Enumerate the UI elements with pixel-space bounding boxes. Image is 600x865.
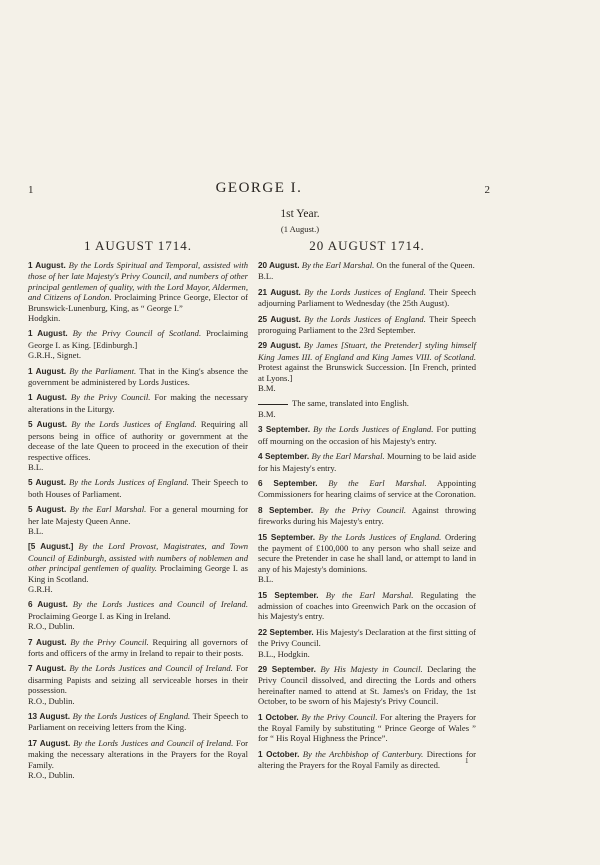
entry-source: R.O., Dublin. — [28, 770, 75, 781]
entry-source: B.L., Hodgkin. — [258, 648, 310, 659]
proclamation-entry — [28, 599, 248, 631]
entry-text: Protest against the Brunswick Succession. [In French, printed at Lyons.] — [258, 362, 476, 383]
entry-authority: By the Lords Justices and Council of Ireland. — [73, 737, 234, 748]
proclamation-entry — [258, 590, 476, 622]
entry-authority: By the Lord Provost, Magistrates, and Town Council of Edinburgh, assisted with numbers of noblemen and other principal gentlemen of quality. — [28, 541, 248, 574]
proclamation-entry — [258, 664, 476, 707]
proclamation-entry — [28, 541, 248, 594]
entry-date: 29 August. — [258, 341, 301, 351]
entry-text: Proclaiming George I. as King in Ireland. — [28, 610, 171, 621]
proclamation-entry — [28, 392, 248, 414]
entry-authority: By the Lords Spiritual and Temporal, assisted with those of her late Majesty's Privy Council, and numbers of other principal gentlemen of quality, with the Lord Mayor, Aldermen, and Citizens of London. — [28, 260, 249, 303]
entry-authority: By the Earl Marshal. — [328, 477, 427, 488]
entry-text: Their Speech proroguing Parliament to the 23rd September. — [258, 313, 476, 336]
entry-date: 1 August. — [28, 329, 68, 339]
entry-authority: By the Parliament. — [69, 365, 137, 376]
entry-authority: By the Lords Justices of England. — [72, 711, 191, 722]
entry-date: 29 September. — [258, 665, 316, 674]
entry-date: 25 August. — [258, 314, 301, 324]
entry-text: His Majesty's Declaration at the first sitting of the Privy Council. — [258, 626, 476, 649]
entry-source: B.L. — [258, 574, 274, 585]
proclamation-entry — [28, 477, 248, 499]
proclamation-entry — [258, 505, 476, 527]
entry-date: 3 September. — [258, 425, 310, 435]
entry-text: Proclaiming George I. as King in Scotland. — [28, 563, 248, 584]
left-column — [28, 238, 248, 785]
proclamation-entry — [258, 532, 476, 585]
entry-date: 5 August. — [28, 505, 67, 515]
proclamation-entry — [258, 314, 476, 336]
entry-text: The same, translated into English. — [292, 398, 409, 409]
entry-date: 22 September. — [258, 627, 314, 637]
proclamation-entry — [28, 260, 248, 323]
entry-date: 7 August. — [28, 664, 67, 674]
entry-source: R.O., Dublin. — [28, 695, 75, 706]
entry-authority: By the Lords Justices and Council of Ireland. — [69, 663, 233, 674]
entry-text: For a general mourning for her late Majesty Queen Anne. — [28, 504, 248, 526]
entry-date: 15 September. — [258, 532, 316, 542]
entry-text: Appointing Commissioners for hearing claims of service at the Coronation. — [258, 477, 477, 500]
bleed-through-text — [200, 60, 500, 150]
entry-text: For altering the Prayers for the Royal Family by substituting “ Prince George of Wales ” for “ His Royal Highness the Prince”. — [258, 711, 476, 744]
entry-text: Requiring all governors of forts and officers of the army in Ireland to repair to their posts. — [28, 636, 248, 658]
entry-text: Mourning to be laid aside for his Majesty's entry. — [258, 451, 477, 473]
entry-authority: By His Majesty in Council. — [320, 664, 423, 674]
entry-source: B.M. — [258, 383, 276, 394]
proclamation-entry — [258, 627, 476, 659]
proclamation-entry — [28, 738, 248, 781]
page-title: GEORGE I. — [215, 180, 303, 196]
ditto-rule — [258, 404, 288, 405]
entry-authority: By the Earl Marshal. — [69, 504, 147, 515]
entry-authority: By the Lords Justices of England. — [304, 313, 426, 324]
entry-date: 5 August. — [28, 478, 66, 488]
entry-date: 1 October. — [258, 712, 299, 722]
entry-authority: By the Lords Justices of England. — [313, 424, 434, 435]
entry-authority: By the Privy Council. — [70, 636, 149, 647]
entry-date: 5 August. — [28, 420, 68, 430]
regnal-year-date: (1 August.) — [280, 224, 320, 234]
entry-date: 1 August. — [28, 393, 67, 403]
entry-source: B.L. — [258, 271, 274, 282]
entry-text: Requiring all persons being in office of authority or government at the decease of the late Queen to proceed in the execution of their respective offices. — [28, 419, 248, 462]
entry-date: 13 August. — [28, 712, 71, 722]
entry-text: Declaring the Privy Council dissolved, and directing the Lords and others hereinafter named to attend at St. James's on Friday, the 1st October, to be sworn of his Majesty's Privy Council. — [258, 664, 476, 707]
page-number-right: 2 — [484, 184, 490, 196]
entry-authority: By James [Stuart, the Pretender] styling himself King James III. of England and King James VIII. of Scotland. — [258, 340, 476, 362]
entry-authority: By the Earl Marshal. — [311, 451, 385, 462]
entry-date: 6 September. — [258, 478, 318, 488]
proclamation-entry — [258, 424, 476, 446]
entry-text: Ordering the payment of £100,000 to any person who shall seize and secure the Pretender in case he shall land, or attempt to land in any of his Majesty's dominions. — [258, 531, 476, 574]
entry-date: 21 August. — [258, 287, 301, 297]
entry-authority: By the Lords Justices of England. — [318, 531, 442, 542]
entry-text: For disarming Papists and seizing all serviceable horses in their possession. — [28, 663, 248, 696]
entry-text: Their Speech to both Houses of Parliament. — [28, 477, 248, 499]
entry-text: On the funeral of the Queen. — [374, 260, 475, 270]
entry-source: G.R.H., Signet. — [28, 350, 81, 361]
entry-date: 4 September. — [258, 452, 310, 462]
entry-text: Proclaiming George I. as King. [Edinburgh.] — [28, 328, 248, 350]
entry-source: B.L. — [28, 525, 44, 536]
proclamation-entry — [258, 712, 476, 744]
entry-date: 1 August. — [28, 261, 66, 270]
entry-authority: By the Lords Justices of England. — [71, 419, 197, 430]
entry-authority: By the Archbishop of Canterbury. — [302, 748, 424, 759]
entry-source: R.O., Dublin. — [28, 621, 75, 632]
proclamation-entry — [258, 478, 476, 500]
entry-date: [5 August.] — [28, 542, 74, 552]
entry-date: 7 August. — [28, 637, 67, 647]
entry-source: G.R.H. — [28, 583, 53, 594]
entry-text: Their Speech adjourning Parliament to Wednesday (the 25th August). — [258, 286, 476, 309]
entry-text: For making the necessary alterations in the Liturgy. — [28, 392, 248, 414]
entry-text: Proclaiming Prince George, Elector of Brunswick-Lunenburg, King, as “ George I.” — [28, 292, 248, 313]
entry-text: Their Speech to Parliament on receiving letters from the King. — [28, 711, 248, 733]
entry-text: That in the King's absence the government be administered by Lords Justices. — [28, 365, 248, 388]
entry-date: 8 September. — [258, 505, 314, 515]
entry-authority: By the Earl Marshal. — [301, 260, 375, 270]
proclamation-entry — [258, 260, 476, 282]
proclamation-entry — [28, 637, 248, 659]
proclamation-entry — [28, 504, 248, 536]
proclamation-entry — [28, 419, 248, 472]
entry-authority: By the Earl Marshal. — [325, 589, 414, 600]
entry-authority: By the Lords Justices and Council of Ireland. — [72, 599, 248, 610]
proclamation-entry — [258, 749, 476, 771]
entry-text: Directions for altering the Prayers for the Royal Family as directed. — [258, 748, 476, 771]
right-column-heading: 20 AUGUST 1714. — [309, 238, 425, 253]
entry-date: 1 October. — [258, 749, 300, 759]
entry-text: Against throwing fireworks during his Majesty's entry. — [258, 504, 477, 527]
signature-mark: 1 — [465, 757, 469, 765]
left-entries — [28, 260, 248, 780]
page-header — [28, 178, 490, 202]
proclamation-entry — [28, 328, 248, 360]
entry-date: 20 August. — [258, 261, 300, 270]
entry-authority: By the Privy Council of Scotland. — [72, 328, 202, 339]
entry-date: 1 August. — [28, 366, 67, 376]
entry-date: 17 August. — [28, 738, 71, 748]
proclamation-entry — [28, 663, 248, 706]
entry-authority: By the Privy Council. — [301, 711, 378, 722]
regnal-year: 1st Year. — [280, 208, 320, 220]
right-entries — [258, 260, 476, 771]
entry-text: For putting off mourning on the occasion of his Majesty's entry. — [258, 424, 476, 446]
right-column — [258, 238, 476, 776]
page-number-left: 1 — [28, 184, 34, 196]
proclamation-entry — [258, 340, 476, 393]
entry-date: 6 August. — [28, 600, 68, 610]
entry-authority: By the Privy Council. — [70, 392, 151, 403]
entry-authority: By the Lords Justices of England. — [304, 286, 426, 297]
entry-date: 15 September. — [258, 590, 319, 600]
entry-authority: By the Lords Justices of England. — [69, 477, 189, 488]
proclamation-entry — [28, 366, 248, 388]
entry-source: B.M. — [258, 408, 276, 419]
proclamation-entry — [28, 711, 248, 733]
proclamation-entry — [258, 398, 476, 419]
entry-source: Hodgkin. — [28, 313, 61, 324]
proclamation-entry — [258, 287, 476, 309]
entry-authority: By the Privy Council. — [319, 504, 407, 515]
entry-source: B.L. — [28, 461, 44, 472]
entry-text: Regulating the admission of coaches into Greenwich Park on the occasion of his Majesty's entry. — [258, 589, 476, 622]
proclamation-entry — [258, 451, 476, 473]
entry-text: For making the necessary alterations in the Prayers for the Royal Family. — [28, 737, 248, 770]
left-column-heading: 1 AUGUST 1714. — [83, 238, 193, 253]
